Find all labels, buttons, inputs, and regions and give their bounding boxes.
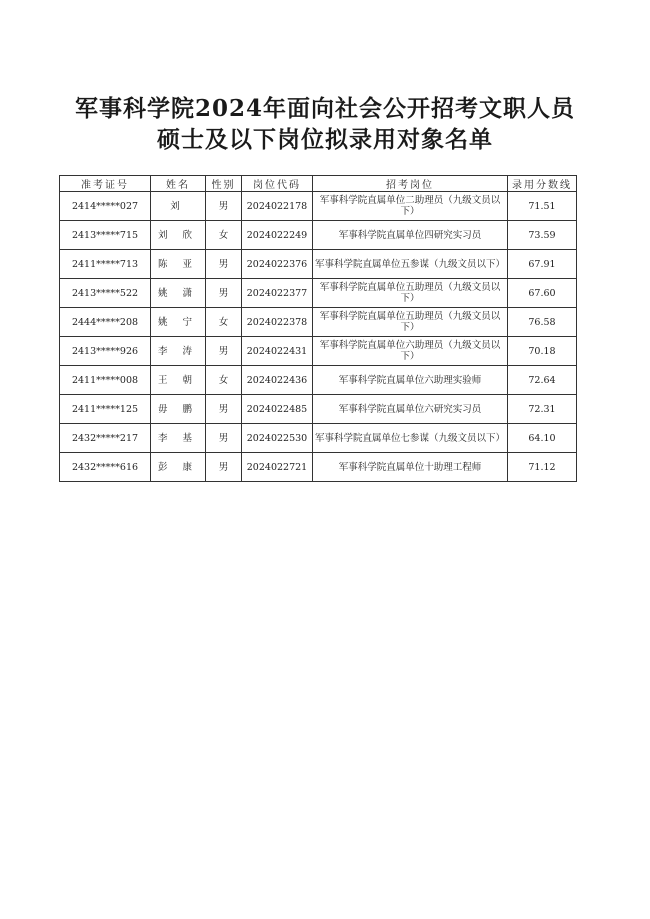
cell-gender: 男 [206, 395, 242, 424]
cell-exam-id: 2413*****522 [60, 279, 151, 308]
candidate-table [59, 175, 577, 482]
cell-post: 军事科学院直属单位五助理员（九级文员以下） [313, 308, 508, 337]
cell-post: 军事科学院直属单位五助理员（九级文员以下） [313, 279, 508, 308]
table-row [60, 279, 577, 308]
cell-score: 71.12 [508, 453, 577, 482]
table-row [60, 395, 577, 424]
cell-gender: 男 [206, 250, 242, 279]
table-row [60, 308, 577, 337]
cell-name: 姚 宁 [151, 308, 206, 337]
document-title-line1: 军事科学院2024年面向社会公开招考文职人员 [74, 95, 575, 122]
cell-post: 军事科学院直属单位四研究实习员 [313, 221, 508, 250]
cell-exam-id: 2432*****616 [60, 453, 151, 482]
cell-name: 李 涛 [151, 337, 206, 366]
cell-name: 刘 欣 [151, 221, 206, 250]
cell-name: 陈 亚 [151, 250, 206, 279]
cell-gender: 男 [206, 424, 242, 453]
cell-exam-id: 2413*****715 [60, 221, 151, 250]
cell-gender: 女 [206, 308, 242, 337]
table-row [60, 192, 577, 221]
cell-post-code: 2024022436 [242, 366, 313, 395]
cell-post: 军事科学院直属单位七参谋（九级文员以下） [313, 424, 508, 453]
cell-post-code: 2024022721 [242, 453, 313, 482]
cell-name: 姚 潇 [151, 279, 206, 308]
cell-post-code: 2024022485 [242, 395, 313, 424]
cell-score: 64.10 [508, 424, 577, 453]
cell-post-code: 2024022530 [242, 424, 313, 453]
cell-post: 军事科学院直属单位六研究实习员 [313, 395, 508, 424]
cell-post-code: 2024022377 [242, 279, 313, 308]
cell-post-code: 2024022178 [242, 192, 313, 221]
cell-name: 王 朝 [151, 366, 206, 395]
table-row [60, 221, 577, 250]
cell-name: 刘 [151, 192, 206, 221]
header-post-code: 岗位代码 [242, 176, 313, 192]
document-title-line2: 硕士及以下岗位拟录用对象名单 [157, 126, 493, 153]
header-name: 姓名 [151, 176, 206, 192]
header-post: 招考岗位 [313, 176, 508, 192]
cell-score: 70.18 [508, 337, 577, 366]
cell-exam-id: 2444*****208 [60, 308, 151, 337]
cell-score: 73.59 [508, 221, 577, 250]
cell-post: 军事科学院直属单位六助理实验师 [313, 366, 508, 395]
table-header-row [60, 176, 577, 192]
cell-score: 71.51 [508, 192, 577, 221]
cell-gender: 女 [206, 221, 242, 250]
cell-exam-id: 2411*****008 [60, 366, 151, 395]
table-row [60, 453, 577, 482]
cell-exam-id: 2414*****027 [60, 192, 151, 221]
cell-post-code: 2024022431 [242, 337, 313, 366]
cell-gender: 男 [206, 192, 242, 221]
cell-score: 72.64 [508, 366, 577, 395]
table-row [60, 337, 577, 366]
cell-name: 毋 鹏 [151, 395, 206, 424]
table-row [60, 366, 577, 395]
header-score: 录用分数线 [508, 176, 577, 192]
cell-post: 军事科学院直属单位六助理员（九级文员以下） [313, 337, 508, 366]
cell-post: 军事科学院直属单位五参谋（九级文员以下） [313, 250, 508, 279]
cell-score: 72.31 [508, 395, 577, 424]
table-row [60, 424, 577, 453]
cell-score: 67.91 [508, 250, 577, 279]
cell-name: 彭 康 [151, 453, 206, 482]
cell-post-code: 2024022376 [242, 250, 313, 279]
cell-post-code: 2024022249 [242, 221, 313, 250]
cell-gender: 女 [206, 366, 242, 395]
cell-post-code: 2024022378 [242, 308, 313, 337]
table-row [60, 250, 577, 279]
cell-post: 军事科学院直属单位十助理工程师 [313, 453, 508, 482]
cell-score: 76.58 [508, 308, 577, 337]
cell-post: 军事科学院直属单位二助理员（九级文员以下） [313, 192, 508, 221]
cell-name: 李 基 [151, 424, 206, 453]
cell-gender: 男 [206, 337, 242, 366]
cell-score: 67.60 [508, 279, 577, 308]
cell-gender: 男 [206, 279, 242, 308]
cell-gender: 男 [206, 453, 242, 482]
cell-exam-id: 2413*****926 [60, 337, 151, 366]
cell-exam-id: 2411*****125 [60, 395, 151, 424]
header-exam-id: 准考证号 [60, 176, 151, 192]
cell-exam-id: 2432*****217 [60, 424, 151, 453]
header-gender: 性别 [206, 176, 242, 192]
cell-exam-id: 2411*****713 [60, 250, 151, 279]
